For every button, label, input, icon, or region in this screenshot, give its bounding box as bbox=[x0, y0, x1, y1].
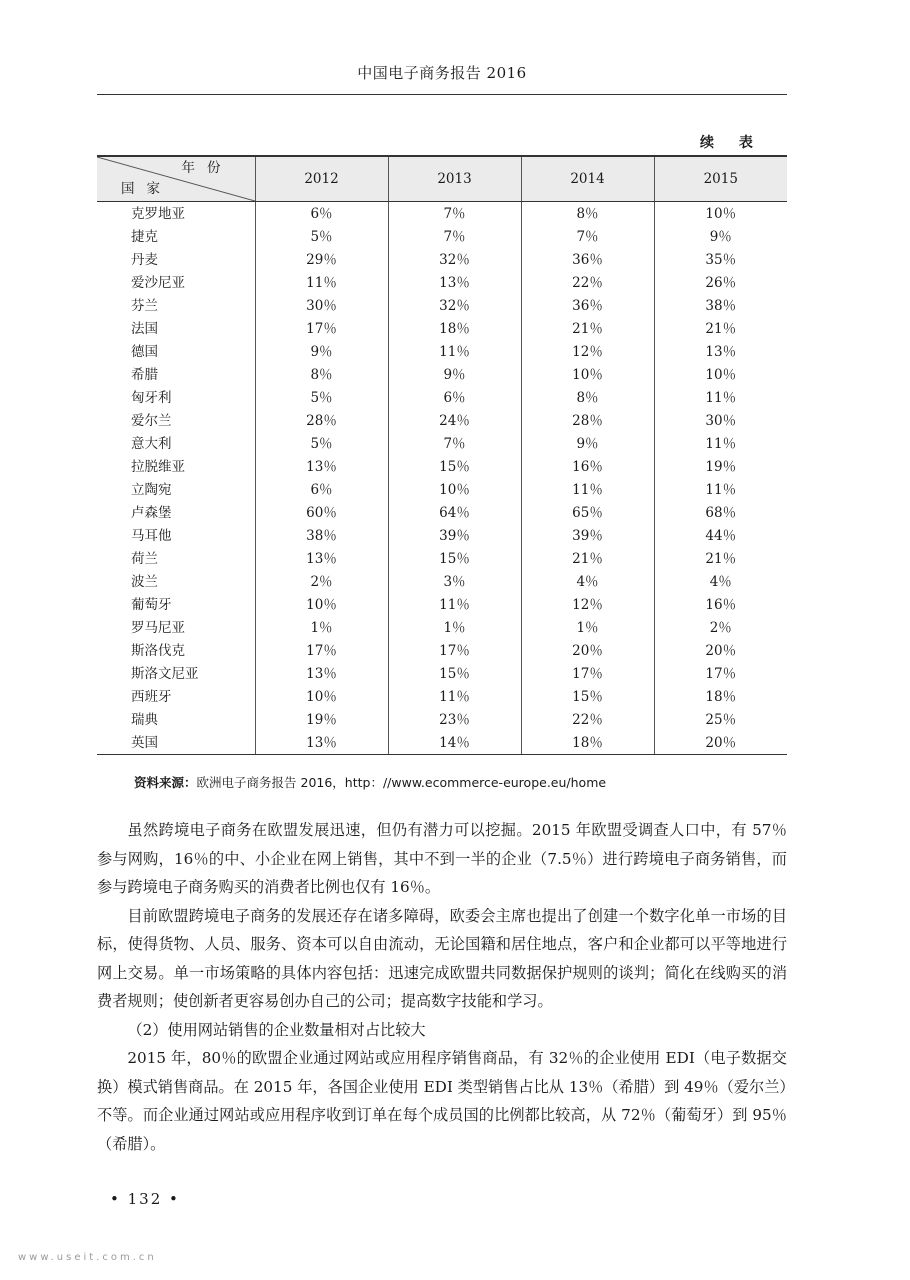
value-cell: 18％ bbox=[521, 731, 654, 755]
value-cell: 17％ bbox=[654, 662, 787, 685]
country-cell: 西班牙 bbox=[97, 685, 255, 708]
table-body bbox=[97, 202, 787, 755]
value-cell: 15％ bbox=[388, 455, 521, 478]
country-cell: 瑞典 bbox=[97, 708, 255, 731]
value-cell: 65％ bbox=[521, 501, 654, 524]
value-cell: 11％ bbox=[654, 478, 787, 501]
value-cell: 17％ bbox=[388, 639, 521, 662]
value-cell: 5％ bbox=[255, 225, 388, 248]
country-cell: 斯洛文尼亚 bbox=[97, 662, 255, 685]
table-row bbox=[97, 685, 787, 708]
running-header: 中国电子商务报告 2016 bbox=[357, 64, 527, 82]
corner-header-cell bbox=[97, 156, 255, 202]
value-cell: 23％ bbox=[388, 708, 521, 731]
table-row bbox=[97, 731, 787, 755]
value-cell: 8％ bbox=[521, 202, 654, 226]
country-cell: 希腊 bbox=[97, 363, 255, 386]
value-cell: 10％ bbox=[654, 363, 787, 386]
value-cell: 19％ bbox=[255, 708, 388, 731]
table-row bbox=[97, 225, 787, 248]
value-cell: 12％ bbox=[521, 593, 654, 616]
value-cell: 1％ bbox=[388, 616, 521, 639]
country-cell: 芬兰 bbox=[97, 294, 255, 317]
country-cell: 英国 bbox=[97, 731, 255, 755]
value-cell: 36％ bbox=[521, 294, 654, 317]
value-cell: 30％ bbox=[654, 409, 787, 432]
value-cell: 9％ bbox=[255, 340, 388, 363]
value-cell: 4％ bbox=[654, 570, 787, 593]
country-cell: 立陶宛 bbox=[97, 478, 255, 501]
source-label: 资料来源： bbox=[134, 775, 197, 790]
year-header: 2013 bbox=[388, 156, 521, 202]
table-row bbox=[97, 639, 787, 662]
year-header: 2015 bbox=[654, 156, 787, 202]
value-cell: 2％ bbox=[255, 570, 388, 593]
table-row bbox=[97, 294, 787, 317]
value-cell: 11％ bbox=[388, 340, 521, 363]
value-cell: 13％ bbox=[255, 662, 388, 685]
value-cell: 7％ bbox=[388, 432, 521, 455]
year-header: 2014 bbox=[521, 156, 654, 202]
value-cell: 6％ bbox=[255, 478, 388, 501]
value-cell: 17％ bbox=[255, 639, 388, 662]
table-row bbox=[97, 455, 787, 478]
value-cell: 24％ bbox=[388, 409, 521, 432]
page-number: • 132 • bbox=[110, 1190, 180, 1208]
value-cell: 30％ bbox=[255, 294, 388, 317]
value-cell: 11％ bbox=[255, 271, 388, 294]
value-cell: 16％ bbox=[654, 593, 787, 616]
table-row bbox=[97, 409, 787, 432]
value-cell: 39％ bbox=[521, 524, 654, 547]
country-cell: 罗马尼亚 bbox=[97, 616, 255, 639]
table-row bbox=[97, 317, 787, 340]
table-row bbox=[97, 501, 787, 524]
value-cell: 32％ bbox=[388, 248, 521, 271]
value-cell: 64％ bbox=[388, 501, 521, 524]
header-rule bbox=[97, 94, 787, 95]
source-text: 欧洲电子商务报告 2016，http：//www.ecommerce-europe.eu/home bbox=[196, 775, 607, 790]
value-cell: 10％ bbox=[521, 363, 654, 386]
watermark: www.useit.com.cn bbox=[18, 1252, 157, 1263]
value-cell: 7％ bbox=[388, 202, 521, 226]
source-note bbox=[134, 773, 784, 791]
value-cell: 9％ bbox=[521, 432, 654, 455]
value-cell: 11％ bbox=[654, 432, 787, 455]
value-cell: 10％ bbox=[388, 478, 521, 501]
value-cell: 9％ bbox=[388, 363, 521, 386]
value-cell: 25％ bbox=[654, 708, 787, 731]
value-cell: 15％ bbox=[388, 662, 521, 685]
value-cell: 21％ bbox=[654, 317, 787, 340]
value-cell: 10％ bbox=[654, 202, 787, 226]
table-row bbox=[97, 593, 787, 616]
value-cell: 20％ bbox=[521, 639, 654, 662]
table-row bbox=[97, 662, 787, 685]
table-row bbox=[97, 202, 787, 226]
value-cell: 5％ bbox=[255, 432, 388, 455]
value-cell: 17％ bbox=[255, 317, 388, 340]
table-row bbox=[97, 271, 787, 294]
value-cell: 36％ bbox=[521, 248, 654, 271]
table-row bbox=[97, 616, 787, 639]
table-row bbox=[97, 708, 787, 731]
country-cell: 爱尔兰 bbox=[97, 409, 255, 432]
paragraph: 虽然跨境电子商务在欧盟发展迅速，但仍有潜力可以挖掘。2015 年欧盟受调查人口中，有 57％参与网购，16％的中、小企业在网上销售，其中不到一半的企业（7.5％）进行跨境电子商务销售，而参与跨境电子商务购买的消费者比例也仅有 16％。 bbox=[97, 821, 787, 896]
country-cell: 法国 bbox=[97, 317, 255, 340]
country-cell: 德国 bbox=[97, 340, 255, 363]
value-cell: 4％ bbox=[521, 570, 654, 593]
value-cell: 15％ bbox=[521, 685, 654, 708]
table-row bbox=[97, 386, 787, 409]
value-cell: 12％ bbox=[521, 340, 654, 363]
value-cell: 21％ bbox=[654, 547, 787, 570]
table-row bbox=[97, 524, 787, 547]
country-cell: 卢森堡 bbox=[97, 501, 255, 524]
continued-table-label: 续 表 bbox=[700, 135, 763, 151]
country-cell: 丹麦 bbox=[97, 248, 255, 271]
value-cell: 5％ bbox=[255, 386, 388, 409]
table-row bbox=[97, 478, 787, 501]
country-cell: 马耳他 bbox=[97, 524, 255, 547]
value-cell: 39％ bbox=[388, 524, 521, 547]
table-row bbox=[97, 570, 787, 593]
value-cell: 16％ bbox=[521, 455, 654, 478]
country-cell: 拉脱维亚 bbox=[97, 455, 255, 478]
country-cell: 克罗地亚 bbox=[97, 202, 255, 226]
year-axis-label: 年份 bbox=[181, 160, 233, 176]
value-cell: 32％ bbox=[388, 294, 521, 317]
value-cell: 11％ bbox=[388, 593, 521, 616]
value-cell: 18％ bbox=[388, 317, 521, 340]
table-row bbox=[97, 547, 787, 570]
country-cell: 葡萄牙 bbox=[97, 593, 255, 616]
value-cell: 13％ bbox=[255, 455, 388, 478]
value-cell: 20％ bbox=[654, 639, 787, 662]
value-cell: 2％ bbox=[654, 616, 787, 639]
country-cell: 波兰 bbox=[97, 570, 255, 593]
value-cell: 13％ bbox=[255, 731, 388, 755]
value-cell: 6％ bbox=[388, 386, 521, 409]
body-text bbox=[97, 816, 787, 1158]
value-cell: 6％ bbox=[255, 202, 388, 226]
value-cell: 28％ bbox=[255, 409, 388, 432]
country-cell: 捷克 bbox=[97, 225, 255, 248]
paragraph: 目前欧盟跨境电子商务的发展还存在诸多障碍，欧委会主席也提出了创建一个数字化单一市场的目标，使得货物、人员、服务、资本可以自由流动，无论国籍和居住地点，客户和企业都可以平等地进行网上交易。单一市场策略的具体内容包括：迅速完成欧盟共同数据保护规则的谈判；简化在线购买的消费者规则；使创新者更容易创办自己的公司；提高数字技能和学习。 bbox=[97, 906, 787, 1010]
value-cell: 3％ bbox=[388, 570, 521, 593]
value-cell: 10％ bbox=[255, 593, 388, 616]
value-cell: 8％ bbox=[521, 386, 654, 409]
table-row bbox=[97, 340, 787, 363]
country-axis-label: 国家 bbox=[121, 181, 172, 197]
country-cell: 荷兰 bbox=[97, 547, 255, 570]
value-cell: 17％ bbox=[521, 662, 654, 685]
country-cell: 匈牙利 bbox=[97, 386, 255, 409]
value-cell: 19％ bbox=[654, 455, 787, 478]
value-cell: 7％ bbox=[388, 225, 521, 248]
value-cell: 22％ bbox=[521, 271, 654, 294]
value-cell: 13％ bbox=[255, 547, 388, 570]
value-cell: 38％ bbox=[654, 294, 787, 317]
table-row bbox=[97, 363, 787, 386]
value-cell: 68％ bbox=[654, 501, 787, 524]
value-cell: 9％ bbox=[654, 225, 787, 248]
value-cell: 29％ bbox=[255, 248, 388, 271]
country-cell: 斯洛伐克 bbox=[97, 639, 255, 662]
value-cell: 38％ bbox=[255, 524, 388, 547]
table-header-row bbox=[97, 156, 787, 202]
value-cell: 60％ bbox=[255, 501, 388, 524]
value-cell: 20％ bbox=[654, 731, 787, 755]
value-cell: 26％ bbox=[654, 271, 787, 294]
year-header: 2012 bbox=[255, 156, 388, 202]
value-cell: 44％ bbox=[654, 524, 787, 547]
value-cell: 11％ bbox=[521, 478, 654, 501]
country-cell: 意大利 bbox=[97, 432, 255, 455]
value-cell: 13％ bbox=[388, 271, 521, 294]
value-cell: 14％ bbox=[388, 731, 521, 755]
value-cell: 18％ bbox=[654, 685, 787, 708]
value-cell: 21％ bbox=[521, 317, 654, 340]
table-row bbox=[97, 248, 787, 271]
value-cell: 28％ bbox=[521, 409, 654, 432]
value-cell: 1％ bbox=[521, 616, 654, 639]
country-cell: 爱沙尼亚 bbox=[97, 271, 255, 294]
value-cell: 11％ bbox=[654, 386, 787, 409]
table-row bbox=[97, 432, 787, 455]
value-cell: 13％ bbox=[654, 340, 787, 363]
ecommerce-share-table bbox=[97, 155, 787, 755]
value-cell: 35％ bbox=[654, 248, 787, 271]
value-cell: 1％ bbox=[255, 616, 388, 639]
value-cell: 8％ bbox=[255, 363, 388, 386]
value-cell: 11％ bbox=[388, 685, 521, 708]
value-cell: 7％ bbox=[521, 225, 654, 248]
paragraph: 2015 年，80％的欧盟企业通过网站或应用程序销售商品，有 32％的企业使用 EDI（电子数据交换）模式销售商品。在 2015 年，各国企业使用 EDI 类型销售占比从 13％（希腊）到 49％（爱尔兰）不等。而企业通过网站或应用程序收到订单在每个成员国的比例都比较高，从 72％（葡萄牙）到 95％（希腊）。 bbox=[97, 1049, 787, 1153]
section-heading: （2）使用网站销售的企业数量相对占比较大 bbox=[127, 1020, 426, 1039]
value-cell: 22％ bbox=[521, 708, 654, 731]
value-cell: 21％ bbox=[521, 547, 654, 570]
value-cell: 15％ bbox=[388, 547, 521, 570]
value-cell: 10％ bbox=[255, 685, 388, 708]
